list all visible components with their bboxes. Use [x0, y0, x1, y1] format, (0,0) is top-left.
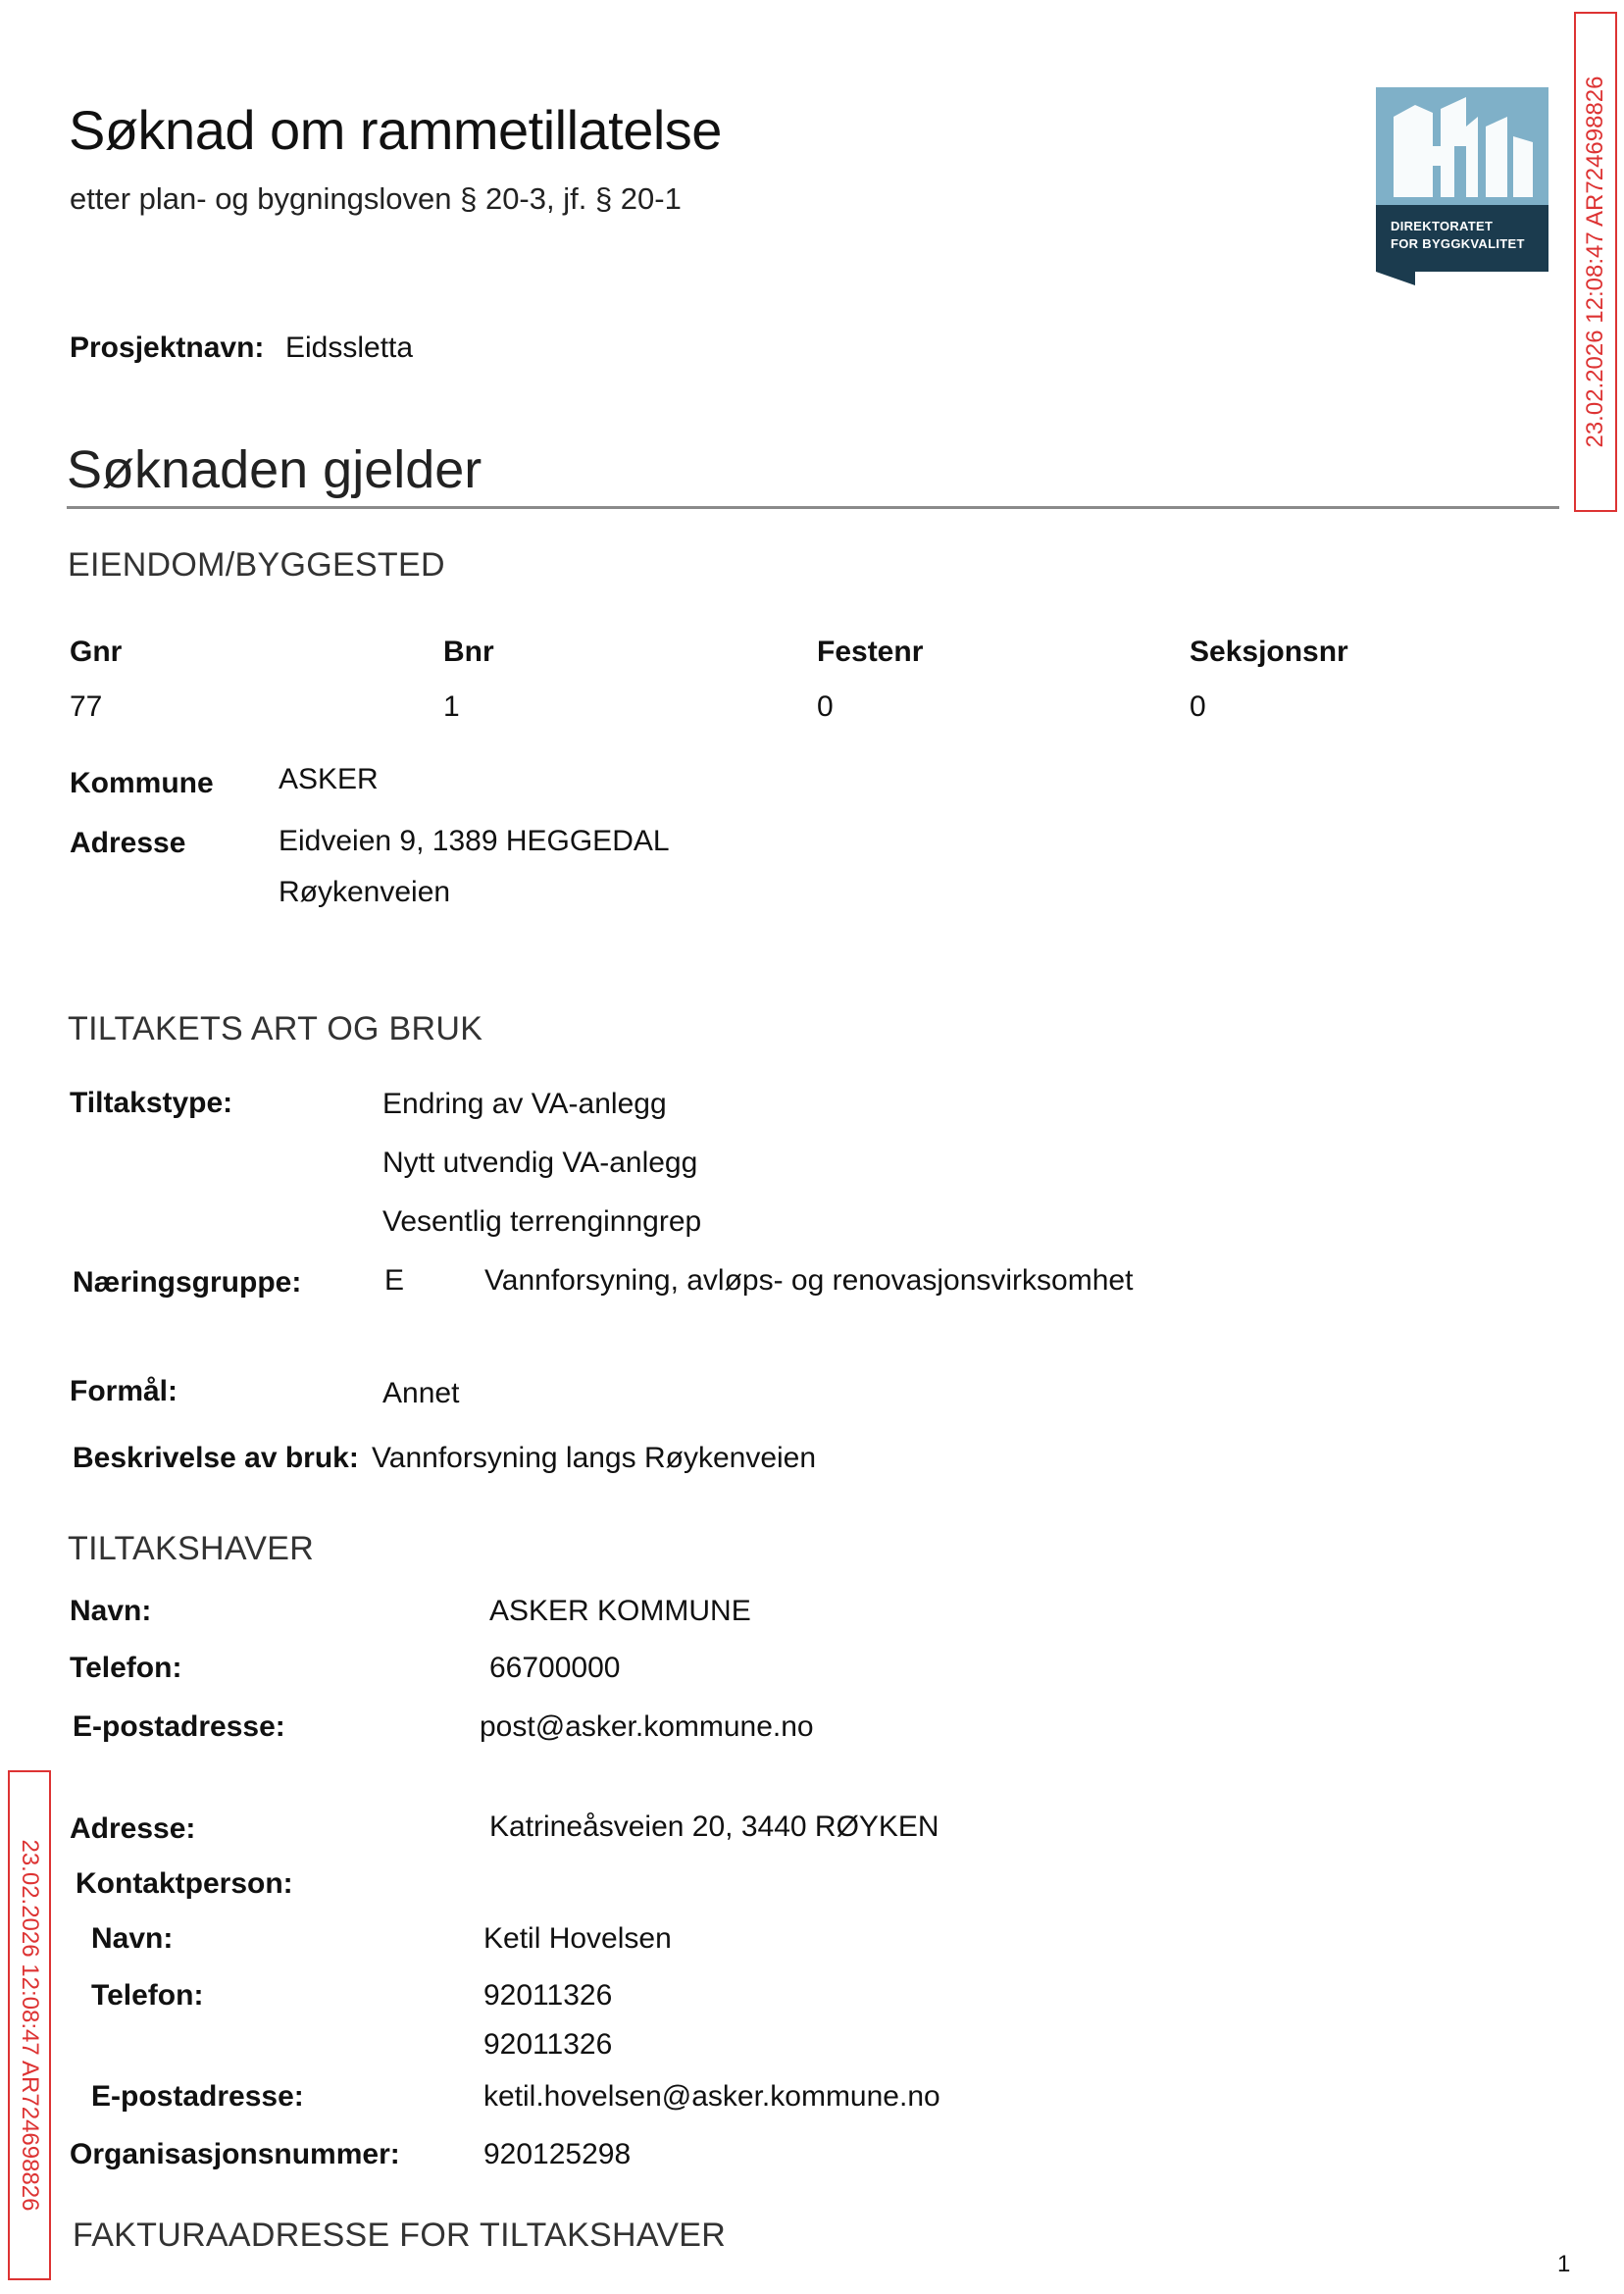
tiltakshaver-adresse-value: Katrineåsveien 20, 3440 RØYKEN [489, 1810, 939, 1843]
tiltakshaver-telefon-value: 66700000 [489, 1652, 621, 1684]
formaal-label: Formål: [70, 1375, 178, 1407]
dibk-logo [1376, 87, 1548, 277]
organisasjonsnummer-value: 920125298 [483, 2138, 632, 2170]
kontakt-telefon-label: Telefon: [91, 1979, 204, 2012]
project-name-value: Eidssletta [285, 331, 414, 364]
kontakt-epost-label: E-postadresse: [91, 2080, 304, 2113]
timestamp-stamp-right [1574, 12, 1617, 512]
tiltakshaver-telefon-label: Telefon: [70, 1652, 182, 1684]
logo-ribbon-tail [1376, 272, 1415, 285]
gnr-value: 77 [70, 690, 103, 723]
organisasjonsnummer-label: Organisasjonsnummer: [70, 2138, 400, 2170]
beskrivelse-bruk-value: Vannforsyning langs Røykenveien [372, 1442, 817, 1474]
naeringsgruppe-description: Vannforsyning, avløps- og renovasjonsvirksomhet [484, 1264, 1134, 1297]
tiltakstype-item: Vesentlig terrenginngrep [382, 1205, 702, 1238]
naeringsgruppe-label: Næringsgruppe: [73, 1266, 302, 1299]
stamp-text: 23.02.2026 12:08:47 AR724698826 [1582, 76, 1608, 448]
timestamp-stamp-left [8, 1770, 51, 2280]
kontakt-epost-value: ketil.hovelsen@asker.kommune.no [483, 2080, 940, 2113]
tiltakshaver-navn-value: ASKER KOMMUNE [489, 1595, 751, 1627]
stamp-text: 23.02.2026 12:08:47 AR724698826 [17, 1839, 43, 2212]
logo-graphic [1376, 87, 1548, 205]
fakturaadresse-heading: FAKTURAADRESSE FOR TILTAKSHAVER [73, 2217, 727, 2254]
kommune-value: ASKER [279, 763, 379, 795]
project-name-label: Prosjektnavn: [70, 331, 265, 364]
section-heading-soknaden-gjelder: Søknaden gjelder [67, 440, 482, 499]
adresse-line-1: Eidveien 9, 1389 HEGGEDAL [279, 825, 670, 857]
logo-text-line2: FOR BYGGKVALITET [1391, 236, 1525, 251]
kontakt-telefon-value: 92011326 [483, 2028, 613, 2061]
festenr-value: 0 [817, 690, 834, 723]
adresse-label: Adresse [70, 827, 186, 859]
tiltakstype-item: Nytt utvendig VA-anlegg [382, 1147, 698, 1179]
document-subtitle: etter plan- og bygningsloven § 20-3, jf. § 20-1 [70, 181, 682, 216]
adresse-line-2: Røykenveien [279, 876, 451, 908]
tiltakshaver-adresse-label: Adresse: [70, 1812, 196, 1845]
tiltakshaver-heading: TILTAKSHAVER [68, 1530, 315, 1567]
tiltakstype-item: Endring av VA-anlegg [382, 1088, 667, 1120]
tiltakshaver-epost-value: post@asker.kommune.no [480, 1710, 814, 1743]
tiltakshaver-epost-label: E-postadresse: [73, 1710, 285, 1743]
logo-banner [1376, 205, 1548, 272]
kontakt-navn-value: Ketil Hovelsen [483, 1922, 672, 1955]
page-number: 1 [1557, 2251, 1571, 2277]
heading-divider [67, 506, 1559, 509]
beskrivelse-bruk-label: Beskrivelse av bruk: [73, 1442, 359, 1474]
tiltakstype-label: Tiltakstype: [70, 1087, 233, 1119]
seksjonsnr-value: 0 [1190, 690, 1206, 723]
col-header-bnr: Bnr [443, 636, 494, 668]
col-header-festenr: Festenr [817, 636, 924, 668]
bnr-value: 1 [443, 690, 460, 723]
document-title: Søknad om rammetillatelse [69, 99, 722, 161]
kommune-label: Kommune [70, 767, 214, 799]
tiltakshaver-navn-label: Navn: [70, 1595, 152, 1627]
col-header-seksjonsnr: Seksjonsnr [1190, 636, 1348, 668]
formaal-value: Annet [382, 1377, 460, 1409]
logo-text-line1: DIREKTORATET [1391, 219, 1494, 233]
eiendom-heading: EIENDOM/BYGGESTED [68, 546, 445, 584]
naeringsgruppe-code: E [384, 1264, 405, 1297]
kontakt-telefon-value: 92011326 [483, 1979, 613, 2012]
kontaktperson-label: Kontaktperson: [76, 1867, 293, 1900]
col-header-gnr: Gnr [70, 636, 123, 668]
tiltak-heading: TILTAKETS ART OG BRUK [68, 1010, 483, 1047]
kontakt-navn-label: Navn: [91, 1922, 174, 1955]
